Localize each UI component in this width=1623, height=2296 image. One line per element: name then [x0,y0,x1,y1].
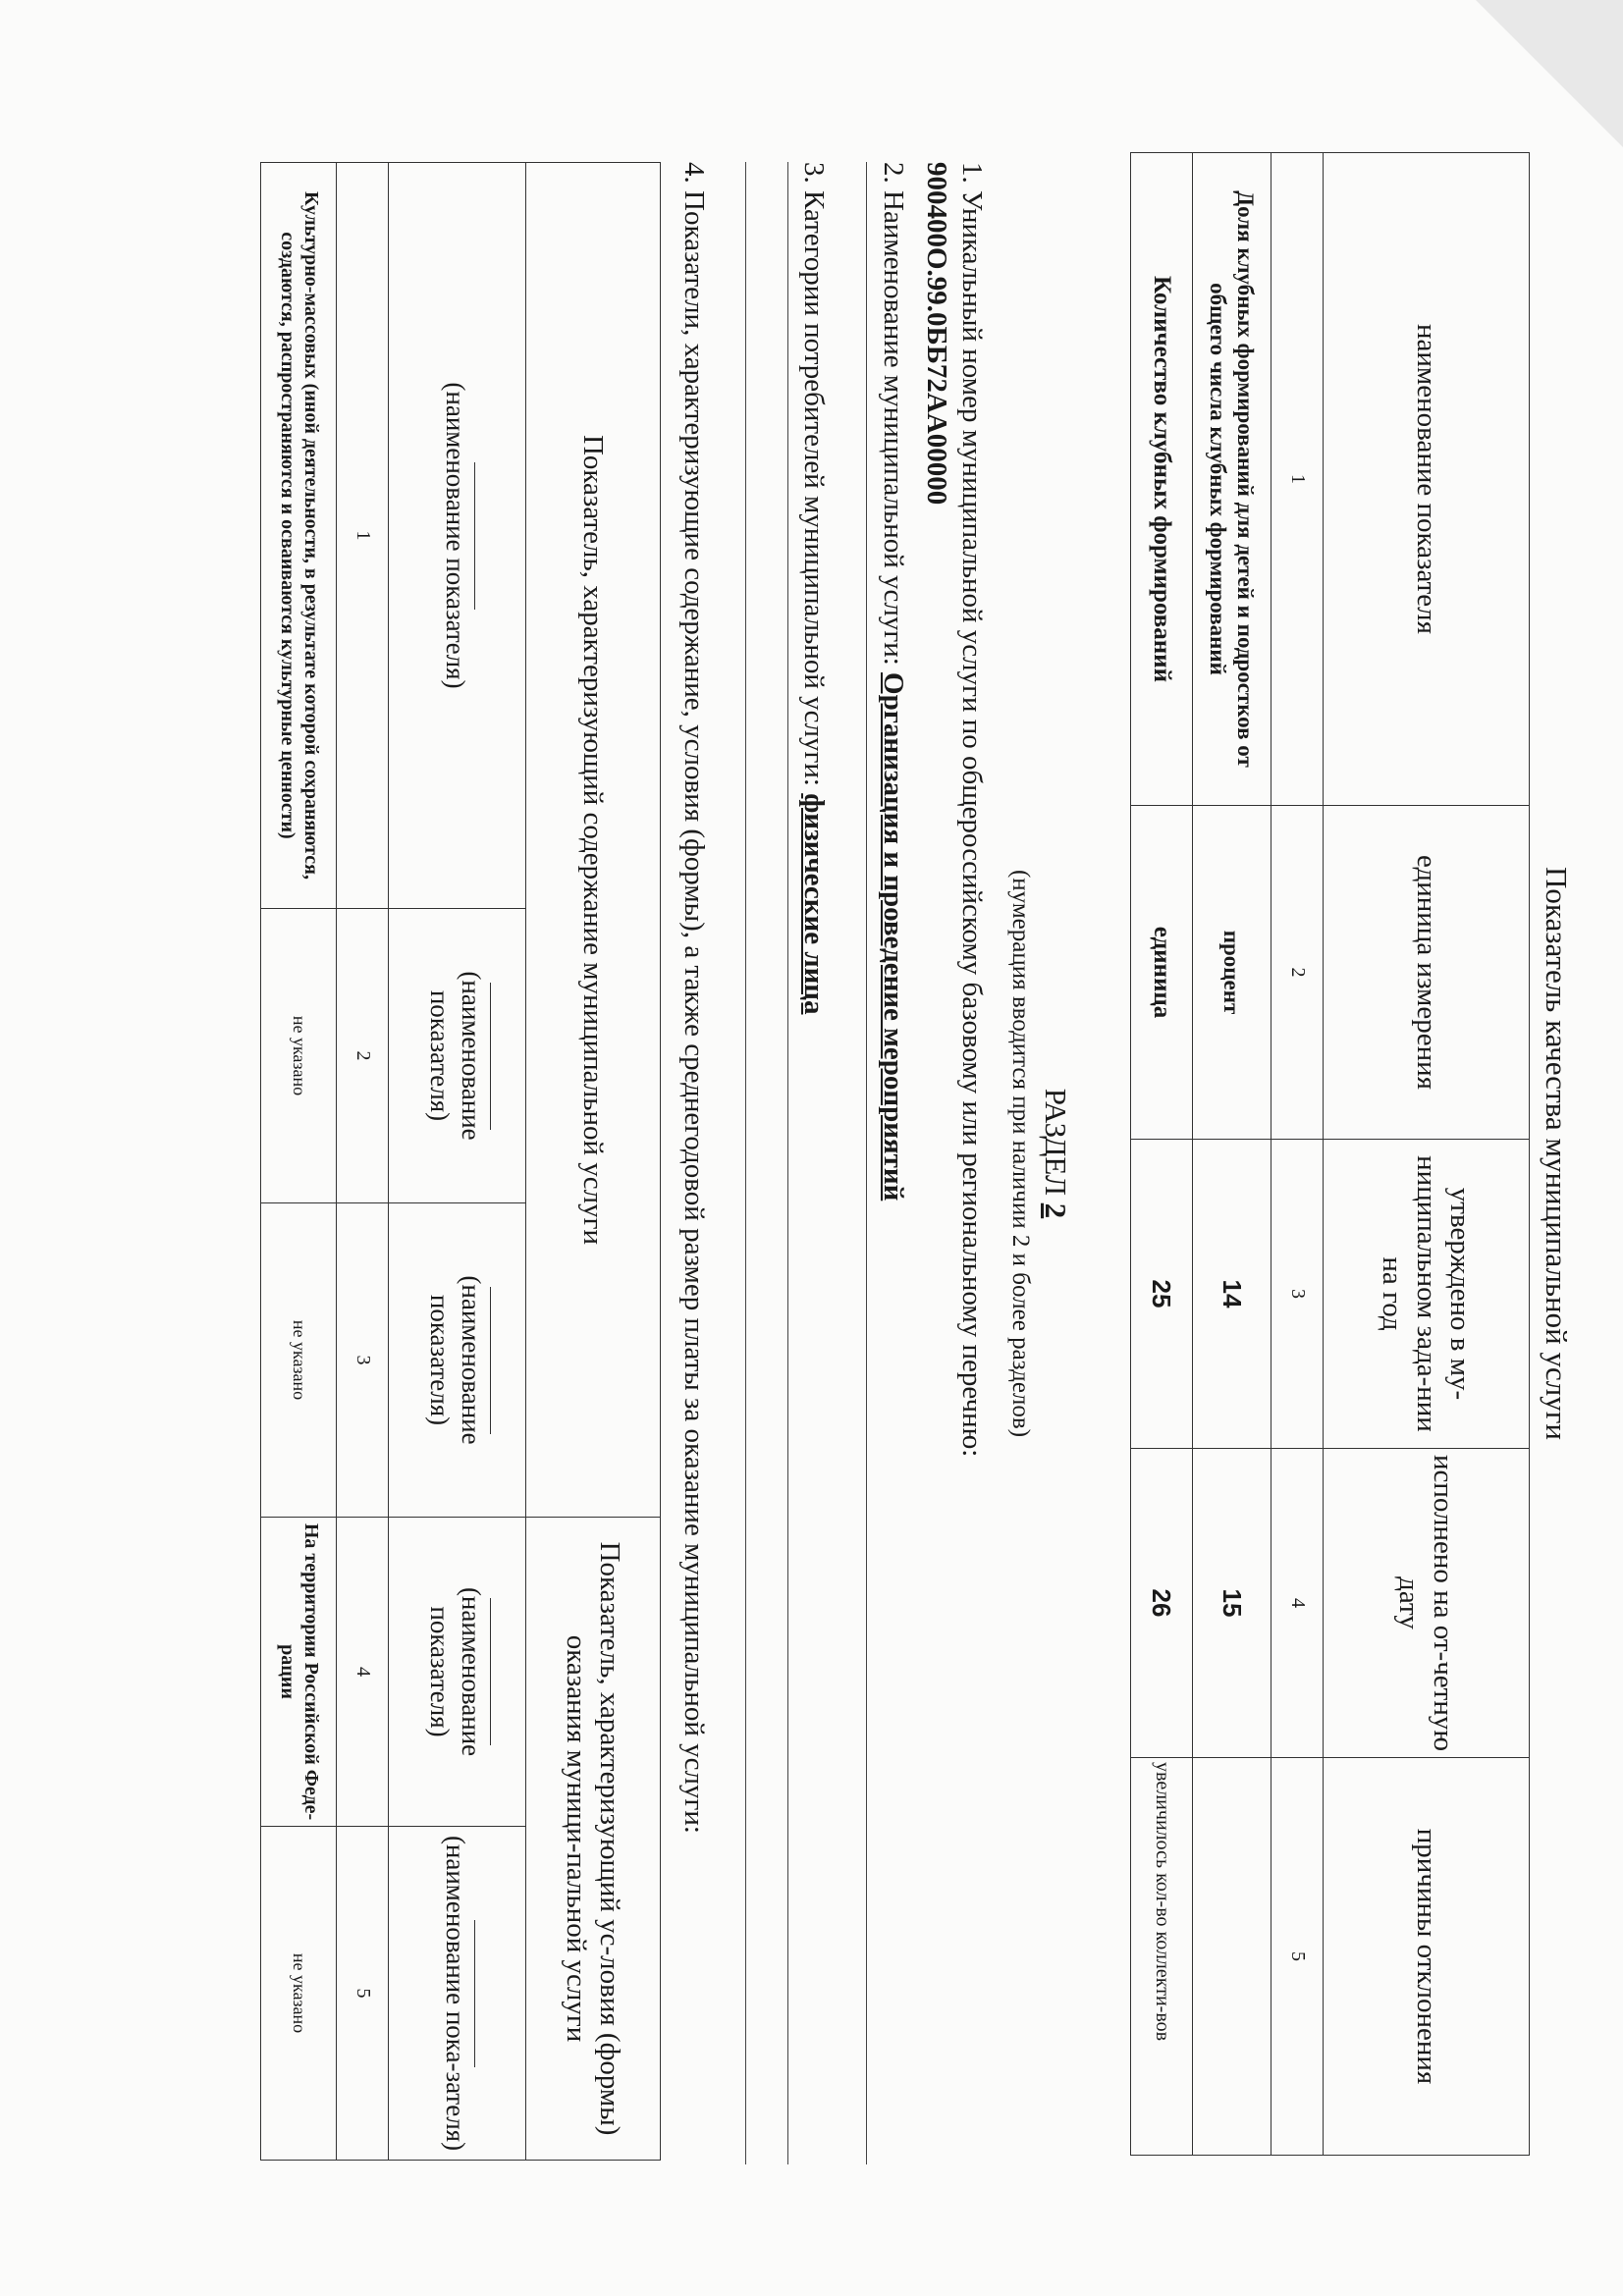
column-number: 1 [1271,153,1324,806]
executed-value: 26 [1131,1449,1193,1758]
header-cell [389,1827,526,2161]
service-name-label: 2. Наименование муниципальной услуги: [878,162,909,673]
consumers-value: физические лица [798,793,830,1015]
approved-value: 25 [1131,1140,1193,1449]
indicators-label: 4. Показатели, характеризующие содержание, условия (формы), а также среднегодовой размер платы за оказание муниципальной услуги: [678,162,710,1834]
unique-number-value: 900400О.99.0ББ72АА00000 [921,162,952,506]
column-number: 3 [337,1203,389,1518]
quality-indicator-table [1130,152,1530,2156]
content-table-column-numbers [337,163,389,2161]
blank-fill-line [474,462,475,610]
quality-table-header-row [1324,153,1530,2156]
table-row [1193,153,1271,2156]
consumers-line [797,162,830,1015]
blank-fill-line [490,1287,491,1434]
divider-line [866,162,867,2164]
indicator-name: Доля клубных формирований для детей и подростков от общего числа клубных формирований [1193,153,1271,806]
divider-line [745,162,746,2164]
approved-value: 14 [1193,1140,1271,1449]
deviation-reason: увеличилось кол-во коллекти-вов [1131,1758,1193,2156]
unique-number-label: 1. Уникальный номер муниципальной услуги по общероссийскому базовому или региональному перечню: [956,162,988,1458]
blank-fill-line [490,1598,491,1745]
table-row [261,163,337,2161]
divider-line [787,162,788,2164]
column-number: 5 [337,1827,389,2161]
column-number: 3 [1271,1140,1324,1449]
section-heading [1038,152,1073,2155]
condition-value: На территории Российской Феде-рации [261,1518,337,1827]
header-cell-label: (наименование пока-зателя) [440,1835,470,2152]
service-name-line [877,162,909,1201]
group-header-conditions: Показатель, характеризующий ус-ловия (формы) оказания муници-пальной услуги [526,1518,661,2161]
header-approved: утверждено в му-ниципальном зада-нии на год [1324,1140,1530,1449]
column-number: 5 [1271,1758,1324,2156]
column-number: 2 [337,909,389,1203]
blank-fill-line [490,983,491,1130]
blank-fill-line [474,1920,475,2067]
indicator-unit: единица [1131,806,1193,1140]
service-name-value: Организация и проведение мероприятий [878,672,909,1201]
group-header-content: Показатель, характеризующий содержание муниципальной услуги [526,163,661,1518]
header-cell [389,909,526,1203]
content-value: не указано [261,909,337,1203]
column-number: 1 [337,163,389,909]
header-cell-label: (наименование показателя) [425,1275,486,1445]
header-cell [389,1518,526,1827]
column-number: 4 [337,1518,389,1827]
header-cell [389,163,526,909]
header-cell-label: (наименование показателя) [440,382,470,689]
header-unit: единица измерения [1324,806,1530,1140]
section-title-prefix: РАЗДЕЛ [1039,1088,1073,1203]
quality-table-caption: Показатель качества муниципальной услуги [1540,866,1574,1441]
section-number: 2 [1039,1202,1073,1219]
header-cell-label: (наименование показателя) [425,971,486,1141]
indicator-unit: процент [1193,806,1271,1140]
content-table-header-row [389,163,526,2161]
executed-value: 15 [1193,1449,1271,1758]
content-indicator-table [260,162,661,2161]
content-value: Культурно-массовых (иной деятельности, в результате которой сохраняются, создаются, распространяются и осваиваются культурные ценности) [261,163,337,909]
header-reasons: причины отклонения [1324,1758,1530,2156]
header-cell-label: (наименование показателя) [425,1586,486,1757]
content-table-group-header-row [526,163,661,2161]
deviation-reason [1193,1758,1271,2156]
section-note: (нумерация вводится при наличии 2 и более разделов) [1007,869,1034,1438]
indicator-name: Количество клубных формирований [1131,153,1193,806]
table-row [1131,153,1193,2156]
consumers-label: 3. Категории потребителей муниципальной услуги: [798,162,830,794]
header-indicator-name: наименование показателя [1324,153,1530,806]
content-value: не указано [261,1203,337,1518]
header-executed: исполнено на от-четную дату [1324,1449,1530,1758]
condition-value: не указано [261,1827,337,2161]
column-number: 2 [1271,806,1324,1140]
column-number: 4 [1271,1449,1324,1758]
quality-table-column-numbers [1271,153,1324,2156]
header-cell [389,1203,526,1518]
